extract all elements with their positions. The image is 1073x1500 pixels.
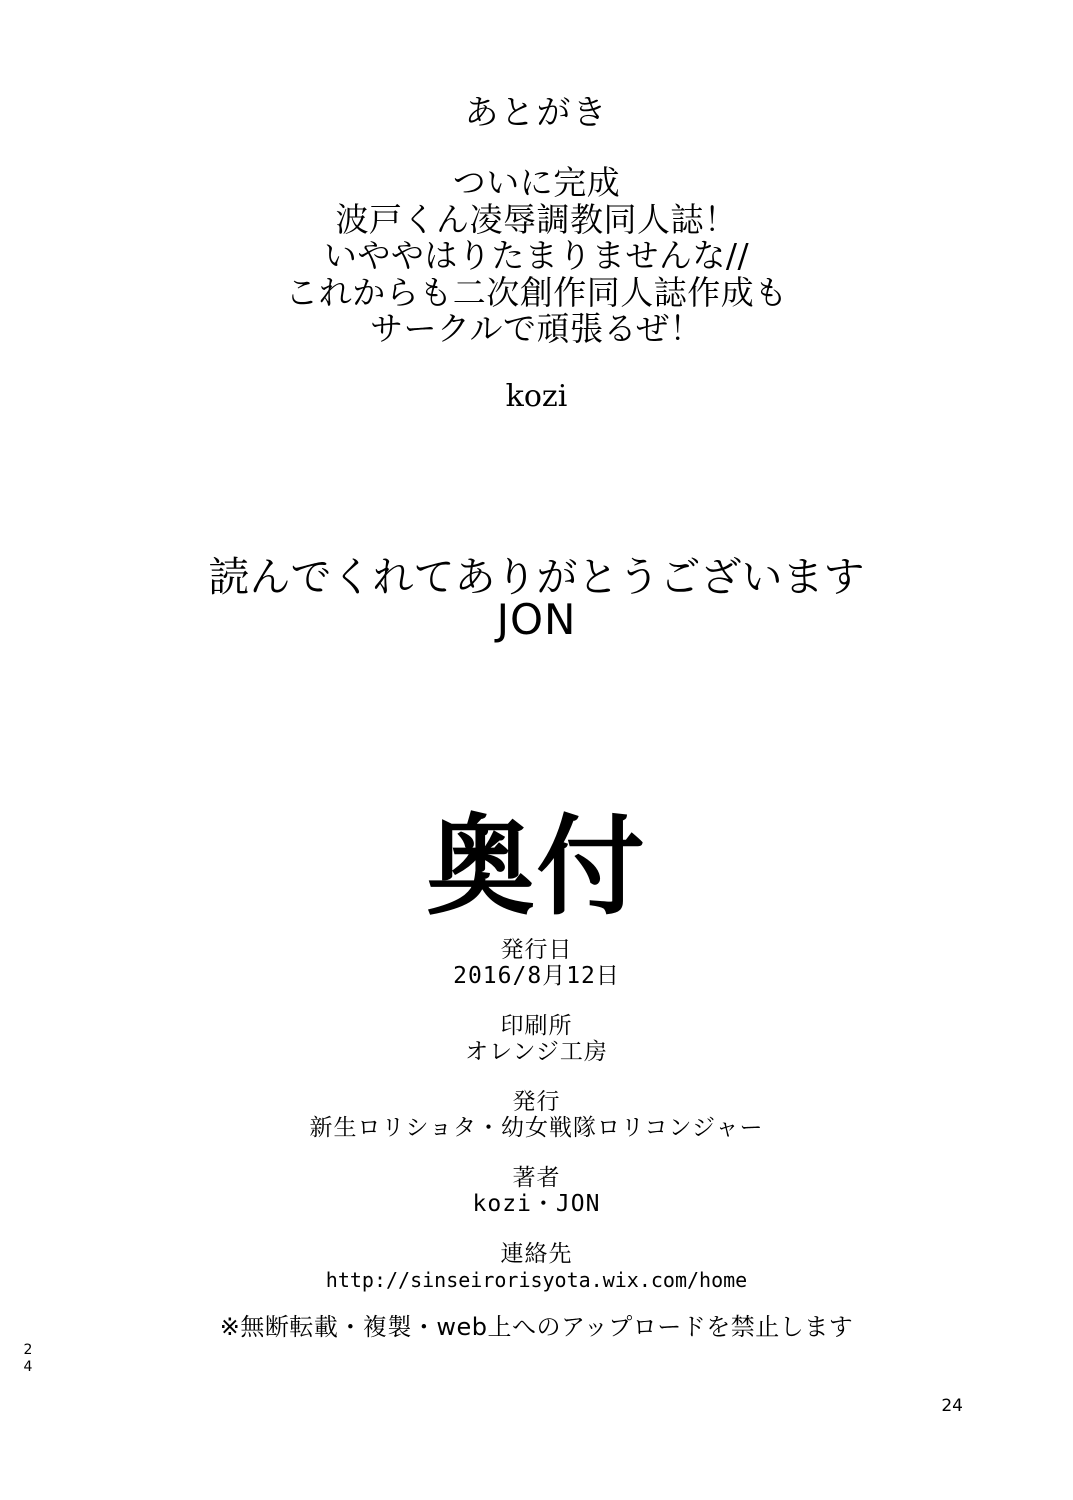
colophon-title: 奥付 [426, 805, 647, 930]
colophon-entries [0, 937, 1073, 1317]
afterword-line: サークルで頑張るぜ！ [369, 309, 704, 348]
thanks-signature: JON [496, 595, 577, 644]
afterword-line: これからも二次創作同人誌作成も [285, 272, 788, 312]
afterword-line: いややはりたまりませんな// [323, 236, 750, 275]
colophon-label: 発行日 [500, 937, 573, 963]
afterword-signature: kozi [505, 379, 568, 414]
colophon-contact-url: http://sinseirorisyota.wix.com/home [325, 1268, 748, 1292]
colophon-entry-publisher [0, 1089, 1073, 1141]
colophon-label: 発行 [512, 1089, 561, 1115]
colophon-value: 新生ロリショタ・幼女戦隊ロリコンジャー [309, 1115, 764, 1141]
colophon-entry-authors [0, 1165, 1073, 1217]
colophon-value: 2016/8月12日 [453, 963, 620, 989]
colophon-value: kozi・JON [472, 1191, 601, 1217]
colophon-value: オレンジ工房 [465, 1039, 608, 1065]
colophon-entry-contact [0, 1241, 1073, 1293]
afterword-line: ついに完成 [452, 163, 621, 202]
colophon-copyright-notice: ※無断転載・複製・web上へのアップロードを禁止します [219, 1313, 854, 1341]
colophon-entry-printer [0, 1013, 1073, 1065]
afterword-title: あとがき [464, 93, 609, 133]
colophon-label: 著者 [512, 1165, 561, 1191]
colophon-label: 連絡先 [500, 1241, 573, 1267]
afterword-line: 波戸くん凌辱調教同人誌！ [335, 199, 738, 239]
colophon-entry-publish-date [0, 937, 1073, 989]
thanks-message: 読んでくれてありがとうございます [208, 553, 865, 601]
colophon-label: 印刷所 [500, 1013, 573, 1039]
page-number-corner: 24 [941, 1396, 963, 1416]
afterword-body [0, 165, 1073, 348]
page-number-spine-vertical: 24 [20, 1342, 36, 1376]
